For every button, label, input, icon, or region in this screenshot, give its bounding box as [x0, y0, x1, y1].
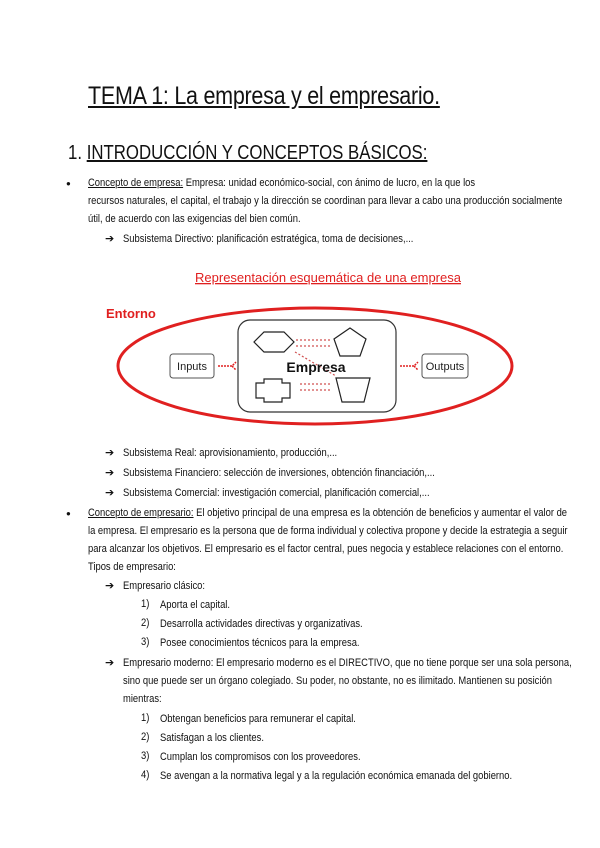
list-item: Aporta el capital. — [160, 599, 231, 611]
section-heading — [68, 142, 427, 165]
text-line: sino que puede ser un órgano colegiado. Su poder, no obstante, no es ilimitado. Mantienen su posición — [123, 675, 552, 687]
entorno-label: Entorno — [106, 306, 156, 321]
text-line: Empresario moderno: El empresario moderno es el DIRECTIVO, que no tiene porque ser una sola persona, — [123, 657, 572, 669]
list-number: 2) — [141, 731, 150, 743]
text-line: Tipos de empresario: — [88, 561, 176, 573]
arrow-icon: ➔ — [105, 487, 115, 499]
bullet-icon: ● — [66, 509, 71, 518]
text-line: útil, de acuerdo con las exigencias del bien común. — [88, 213, 301, 225]
concept-text: El objetivo principal de una empresa es la obtención de beneficios y aumentar el valor de — [193, 507, 568, 519]
page-title: TEMA 1: La empresa y el empresario. — [88, 82, 440, 110]
text-line: recursos naturales, el capital, el trabajo y la dirección se coordinan para llevar a cabo una producción socialmente — [88, 195, 563, 207]
arrow-icon: ➔ — [105, 467, 115, 479]
arrow-icon: ➔ — [105, 233, 115, 245]
cross-shape — [256, 379, 290, 402]
text-line: para alcanzar los objetivos. El empresario es el factor central, pues negocia y establece relaciones con el entorno. — [88, 543, 564, 555]
list-item: Subsistema Directivo: planificación estratégica, toma de decisiones,... — [123, 233, 414, 245]
list-item: Satisfagan a los clientes. — [160, 732, 264, 744]
list-item: Cumplan los compromisos con los proveedores. — [160, 751, 361, 763]
section-label: INTRODUCCIÓN Y CONCEPTOS BÁSICOS: — [86, 142, 428, 164]
concept-label: Concepto de empresa: — [88, 177, 184, 189]
text-line: la empresa. El empresario es la persona que de forma individual y colectiva propone y decide la estrategia a seguir — [88, 525, 568, 537]
list-number: 1) — [141, 598, 150, 610]
list-number: 3) — [141, 750, 150, 762]
concept-label: Concepto de empresario: — [88, 507, 194, 519]
outputs-label: Outputs — [425, 361, 465, 373]
text-line — [88, 176, 475, 190]
list-item: Obtengan beneficios para remunerar el capital. — [160, 713, 356, 725]
list-number: 1) — [141, 712, 150, 724]
list-item: Posee conocimientos técnicos para la empresa. — [160, 637, 360, 649]
section-number: 1. — [68, 142, 83, 164]
diagram-title: Representación esquemática de una empresa — [195, 270, 461, 285]
list-item: Se avengan a la normativa legal y a la regulación económica emanada del gobierno. — [160, 770, 513, 782]
list-item: Subsistema Comercial: investigación comercial, planificación comercial,... — [123, 487, 430, 499]
arrow-icon: ➔ — [105, 447, 115, 459]
list-number: 3) — [141, 636, 150, 648]
arrow-icon: ➔ — [105, 657, 115, 669]
arrow-in-icon — [218, 362, 236, 370]
text-line — [88, 506, 567, 520]
company-diagram — [100, 262, 520, 427]
list-item: Subsistema Financiero: selección de inversiones, obtención financiación,... — [123, 467, 435, 479]
list-number: 4) — [141, 769, 150, 781]
empresa-label: Empresa — [286, 359, 346, 375]
arrow-out-icon — [400, 362, 418, 370]
list-item: Empresario clásico: — [123, 580, 206, 592]
list-item: Subsistema Real: aprovisionamiento, producción,... — [123, 447, 338, 459]
list-number: 2) — [141, 617, 150, 629]
concept-text: Empresa: unidad económico-social, con ánimo de lucro, en la que los — [183, 177, 476, 189]
arrow-icon: ➔ — [105, 580, 115, 592]
inputs-label: Inputs — [177, 361, 207, 373]
bullet-icon: ● — [66, 179, 71, 188]
text-line: mientras: — [123, 693, 162, 705]
trapezoid-shape — [336, 378, 370, 402]
list-item: Desarrolla actividades directivas y organizativas. — [160, 618, 363, 630]
